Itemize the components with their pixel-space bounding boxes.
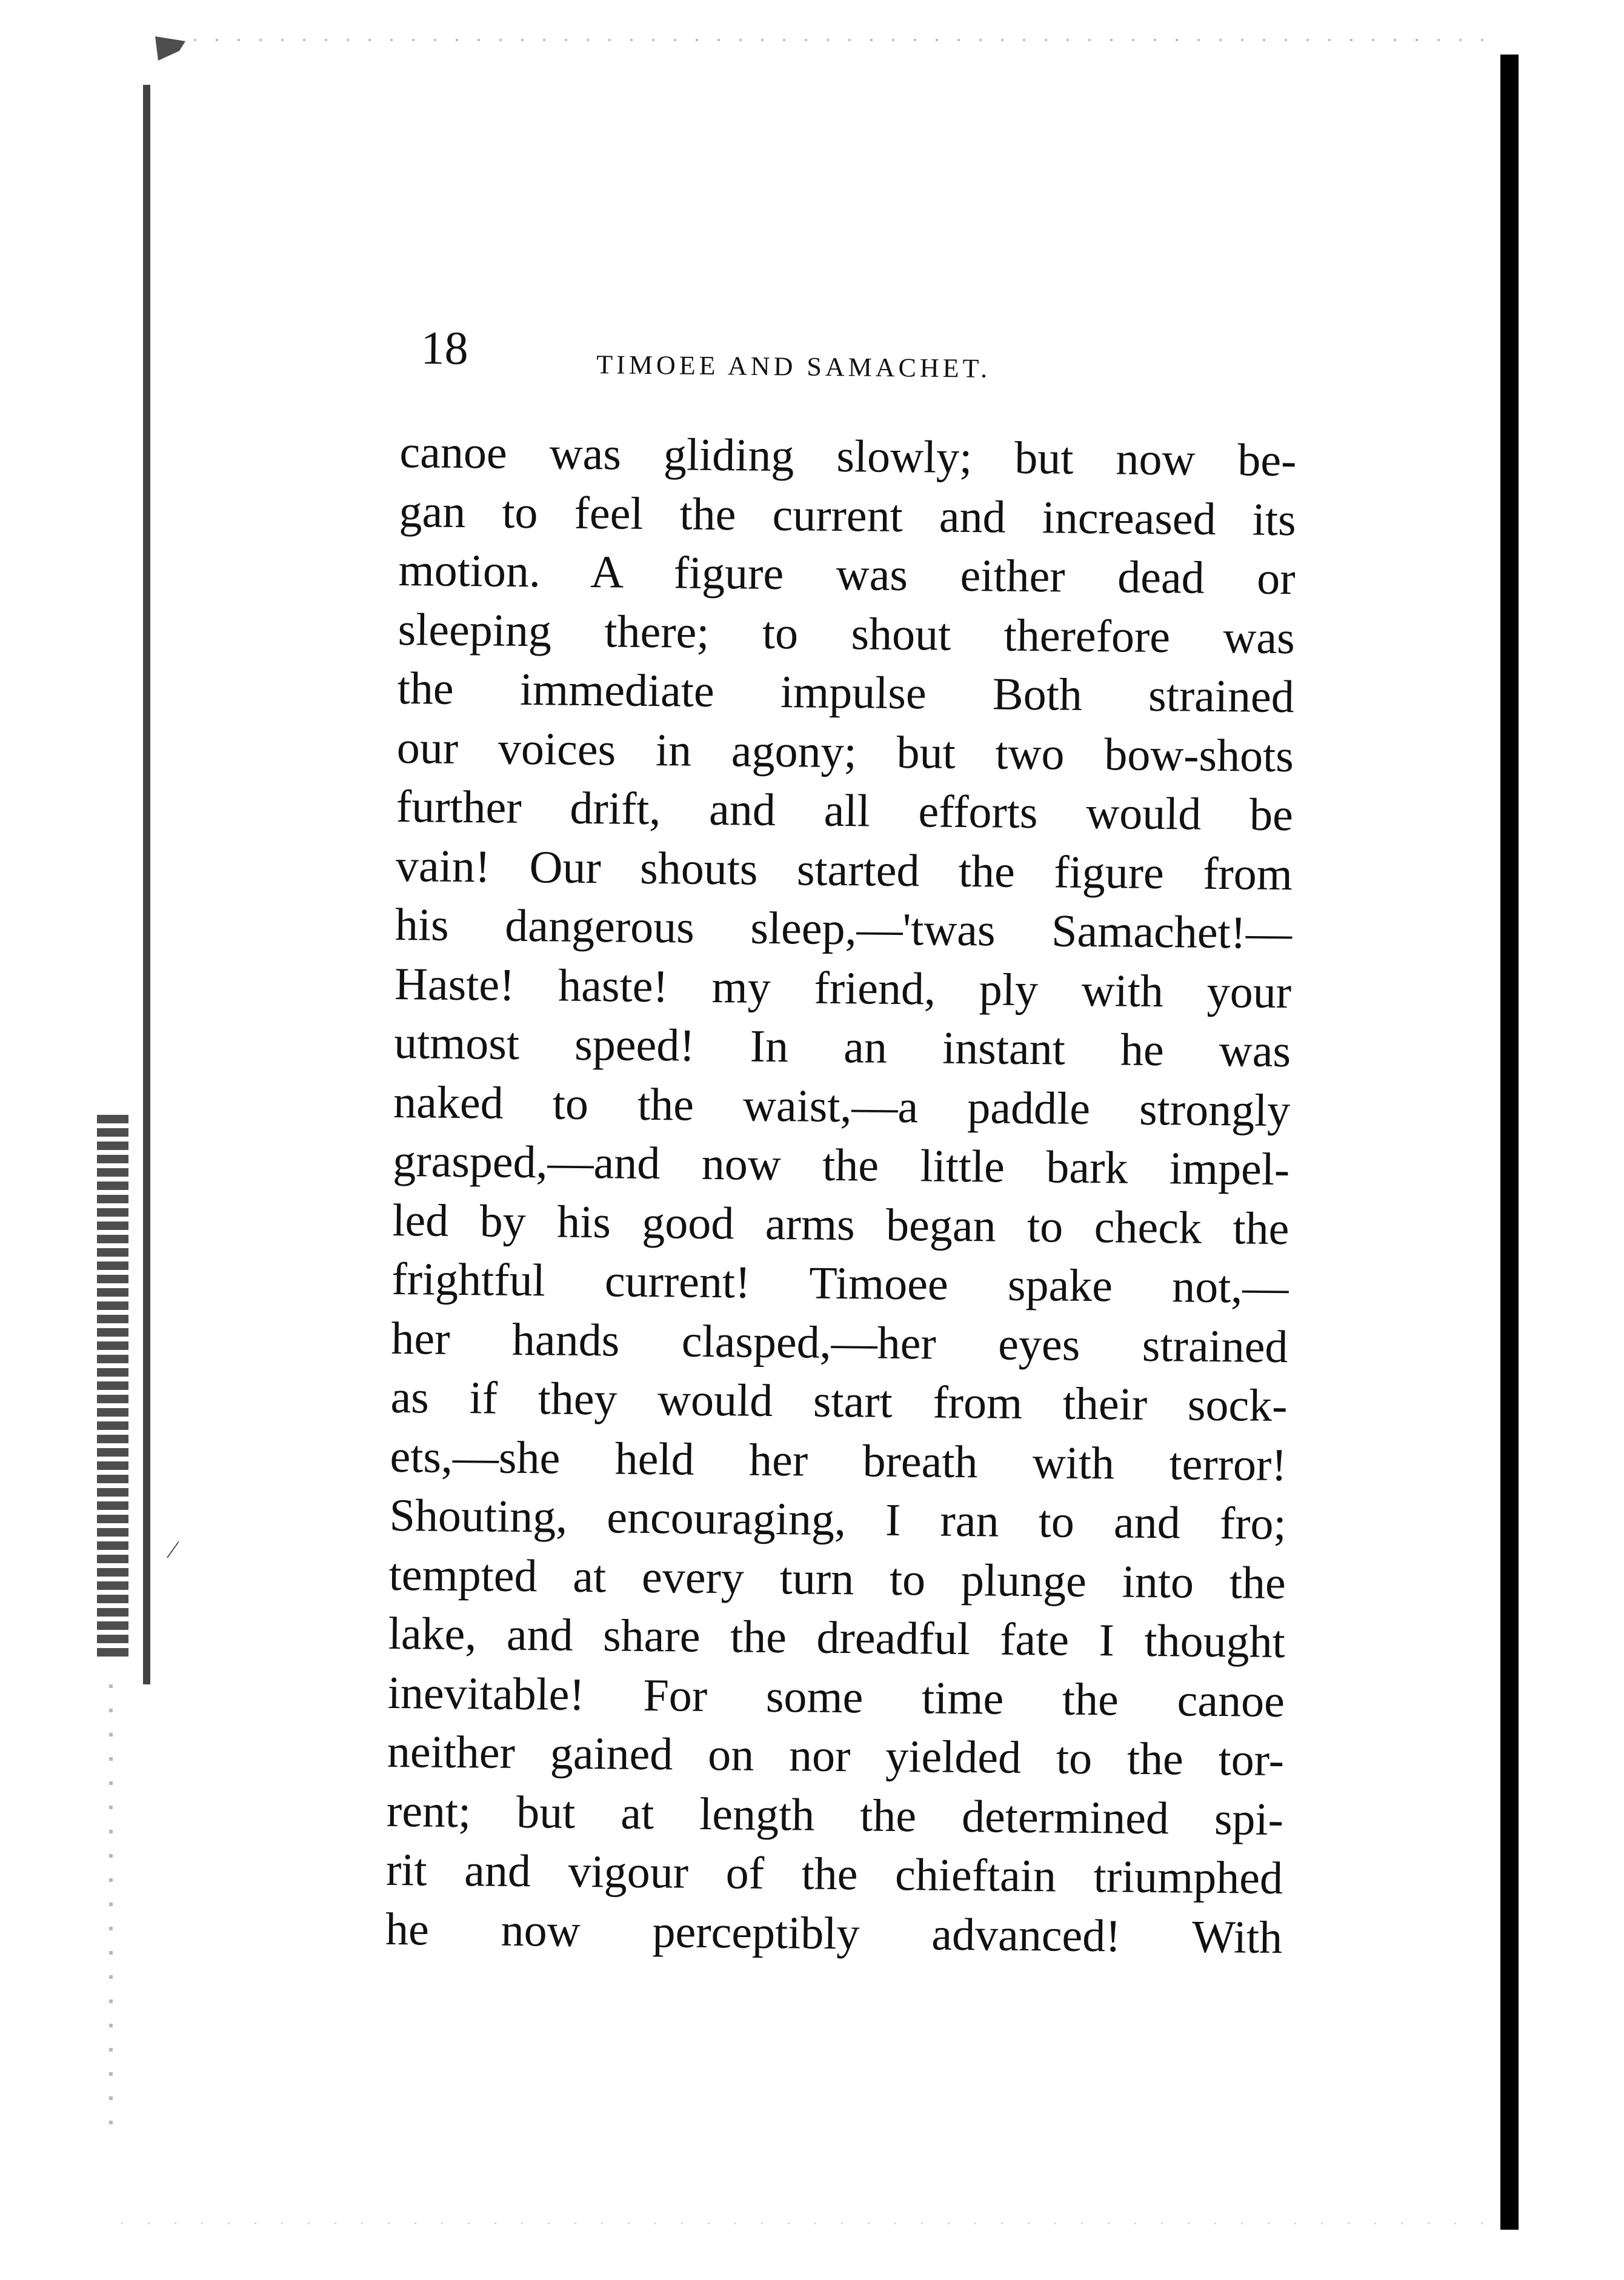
text-line: tempted at every turn to plunge into the bbox=[388, 1549, 1286, 1609]
text-line: inevitable! For some time the canoe bbox=[387, 1667, 1285, 1727]
text-line: as if they would start from their sock- bbox=[390, 1371, 1288, 1432]
text-line: ets,—she held her breath with terror! bbox=[390, 1431, 1287, 1491]
scan-top-edge-noise bbox=[194, 39, 1491, 41]
text-line: rent; but at length the determined spi- bbox=[386, 1785, 1284, 1845]
text-line: our voices in agony; but two bow-shots bbox=[396, 722, 1294, 782]
text-line: Shouting, encouraging, I ran to and fro; bbox=[389, 1489, 1287, 1550]
text-line: led by his good arms began to check the bbox=[391, 1194, 1290, 1254]
text-line: grasped,—and now the little bark impel- bbox=[392, 1135, 1290, 1195]
running-title: TIMOEE AND SAMACHET. bbox=[596, 350, 991, 384]
text-line: lake, and share the dreadful fate I thought bbox=[388, 1607, 1286, 1668]
text-line: the immediate impulse Both strained bbox=[397, 662, 1295, 723]
text-line: his dangerous sleep,—'twas Samachet!— bbox=[394, 899, 1293, 959]
text-line: sleeping there; to shout therefore was bbox=[398, 603, 1296, 663]
text-line: her hands clasped,—her eyes strained bbox=[391, 1312, 1288, 1372]
text-line: neither gained on nor yielded to the tor- bbox=[387, 1726, 1285, 1786]
text-line: motion. A figure was either dead or bbox=[398, 544, 1296, 605]
text-line: canoe was gliding slowly; but now be- bbox=[399, 426, 1297, 487]
body-text bbox=[385, 423, 1297, 1967]
scan-left-edge-noise bbox=[109, 1684, 113, 2145]
scan-left-border bbox=[143, 85, 150, 1684]
scan-corner-artifact bbox=[155, 36, 185, 61]
text-line: frightful current! Timoee spake not,— bbox=[391, 1253, 1289, 1314]
text-line: Haste! haste! my friend, ply with your bbox=[394, 958, 1292, 1018]
page-number: 18 bbox=[421, 321, 469, 374]
text-line: gan to feel the current and increased its bbox=[399, 485, 1296, 545]
text-line: vain! Our shouts started the figure from bbox=[395, 840, 1293, 900]
scan-bottom-edge-noise bbox=[121, 2222, 1491, 2224]
margin-mark-icon: ⁄ bbox=[171, 1536, 175, 1563]
text-line: rit and vigour of the chieftain triumphed bbox=[385, 1844, 1283, 1904]
scan-right-border bbox=[1500, 55, 1519, 2230]
text-line: naked to the waist,—a paddle strongly bbox=[393, 1076, 1291, 1136]
text-line: further drift, and all efforts would be bbox=[396, 780, 1294, 841]
text-line: utmost speed! In an instant he was bbox=[393, 1017, 1291, 1077]
page-header bbox=[421, 321, 1136, 398]
scan-left-binding-marks bbox=[97, 1115, 128, 1660]
text-line: he now perceptibly advanced! With bbox=[385, 1903, 1283, 1963]
